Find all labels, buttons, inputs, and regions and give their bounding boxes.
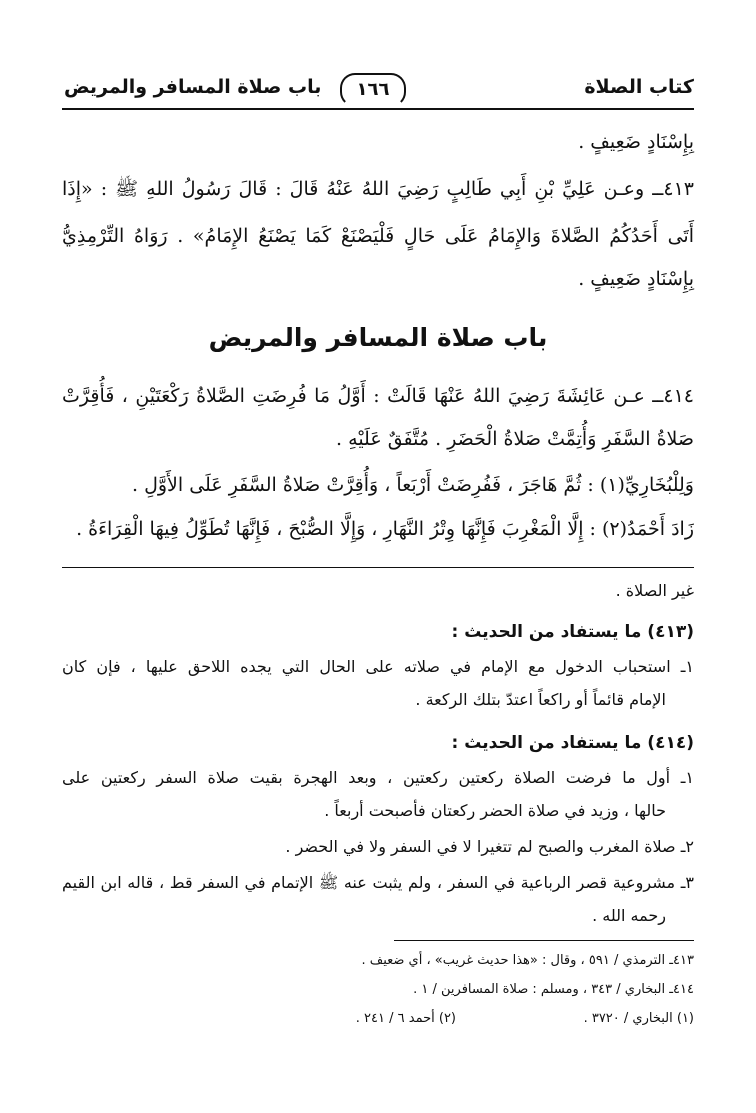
book-title: كتاب الصلاة: [584, 76, 694, 98]
footnote: ٤١٤ـ البخاري / ٣٤٣ ، ومسلم : صلاة المسافرين / ١ .: [413, 982, 694, 997]
commentary-point-cont: رحمه الله .: [592, 906, 666, 925]
commentary-point: ١ـ استحباب الدخول مع الإمام في صلاته على الحال التي يجده اللاحق عليها ، فإن كان: [62, 657, 694, 676]
footnote-divider: [394, 940, 694, 941]
commentary-line: غير الصلاة .: [615, 581, 694, 600]
hadith-413-line: بِإِسْنَادٍ ضَعِيفٍ .: [578, 268, 694, 290]
footnote: (٢) أحمد ٦ / ٢٤١ .: [355, 1011, 456, 1026]
section-divider: [62, 567, 694, 568]
commentary-heading: (٤١٣) ما يستفاد من الحديث :: [451, 622, 694, 642]
commentary-point: ١ـ أول ما فرضت الصلاة ركعتين ركعتين ، وبعد الهجرة بقيت صلاة السفر ركعتين على: [62, 768, 694, 787]
hadith-414-line: زَادَ أَحْمَدُ(٢) : إِلَّا الْمَغْرِبَ فَإِنَّهَا وِتْرُ النَّهَارِ ، وَإِلَّا الصُّبْحَ ، فَإِنَّهَا تُطَوِّلُ فِيهَا الْقِرَاءَةُ .: [76, 518, 694, 540]
hadith-414-line: ٤١٤ــ عـن عَائِشَةَ رَضِيَ اللهُ عَنْهَا قَالَتْ : أَوَّلُ مَا فُرِضَتِ الصَّلاةُ رَكْعَتَيْنِ ، فَأُقِرَّتْ: [62, 385, 694, 407]
section-title: باب صلاة المسافر والمريض: [208, 323, 548, 352]
hadith-414-line: وَلِلْبُخَارِيِّ(١) : ثُمَّ هَاجَرَ ، فَفُرِضَتْ أَرْبَعاً ، وَأُقِرَّتْ صَلاةُ السَّفَرِ عَلَى الأَوَّلِ .: [131, 474, 694, 496]
commentary-point: ٢ـ صلاة المغرب والصبح لم تتغيرا لا في السفر ولا في الحضر .: [285, 837, 694, 856]
commentary-point-cont: الإمام قائماً أو راكعاً اعتدّ بتلك الركعة .: [415, 690, 666, 709]
footnote: ٤١٣ـ الترمذي / ٥٩١ ، وقال : «هذا حديث غريب» ، أي ضعيف .: [361, 953, 694, 968]
header-rule: [62, 108, 694, 110]
commentary-point: ٣ـ مشروعية قصر الرباعية في السفر ، ولم يثبت عنه ﷺ الإتمام في السفر قط ، قاله ابن القيم: [62, 873, 694, 892]
footnote: (١) البخاري / ٣٧٢٠ .: [583, 1011, 694, 1026]
text-line: بِإِسْنَادٍ ضَعِيفٍ .: [578, 131, 694, 153]
hadith-414-line: صَلاةُ السَّفَرِ وَأُتِمَّتْ صَلاةُ الْحَضَرِ . مُتَّفَقٌ عَلَيْهِ .: [336, 428, 694, 450]
commentary-heading: (٤١٤) ما يستفاد من الحديث :: [451, 733, 694, 753]
page-number: ١٦٦: [340, 73, 406, 107]
hadith-413-line: ٤١٣ــ وعـن عَلِيِّ بْنِ أَبِي طَالِبٍ رَضِيَ اللهُ عَنْهُ قَالَ : قَالَ رَسُولُ اللهِ ﷺ : «إِذَا: [62, 178, 694, 200]
commentary-point-cont: حالها ، وزيد في صلاة الحضر ركعتان فأصبحت أربعاً .: [324, 801, 666, 820]
chapter-title: باب صلاة المسافر والمريض: [64, 76, 322, 98]
hadith-413-line: أَتَى أَحَدُكُمُ الصَّلاةَ وَالإِمَامُ عَلَى حَالٍ فَلْيَصْنَعْ كَمَا يَصْنَعُ الإِمَامُ» . رَوَاهُ التِّرْمِذِيُّ: [62, 225, 694, 247]
